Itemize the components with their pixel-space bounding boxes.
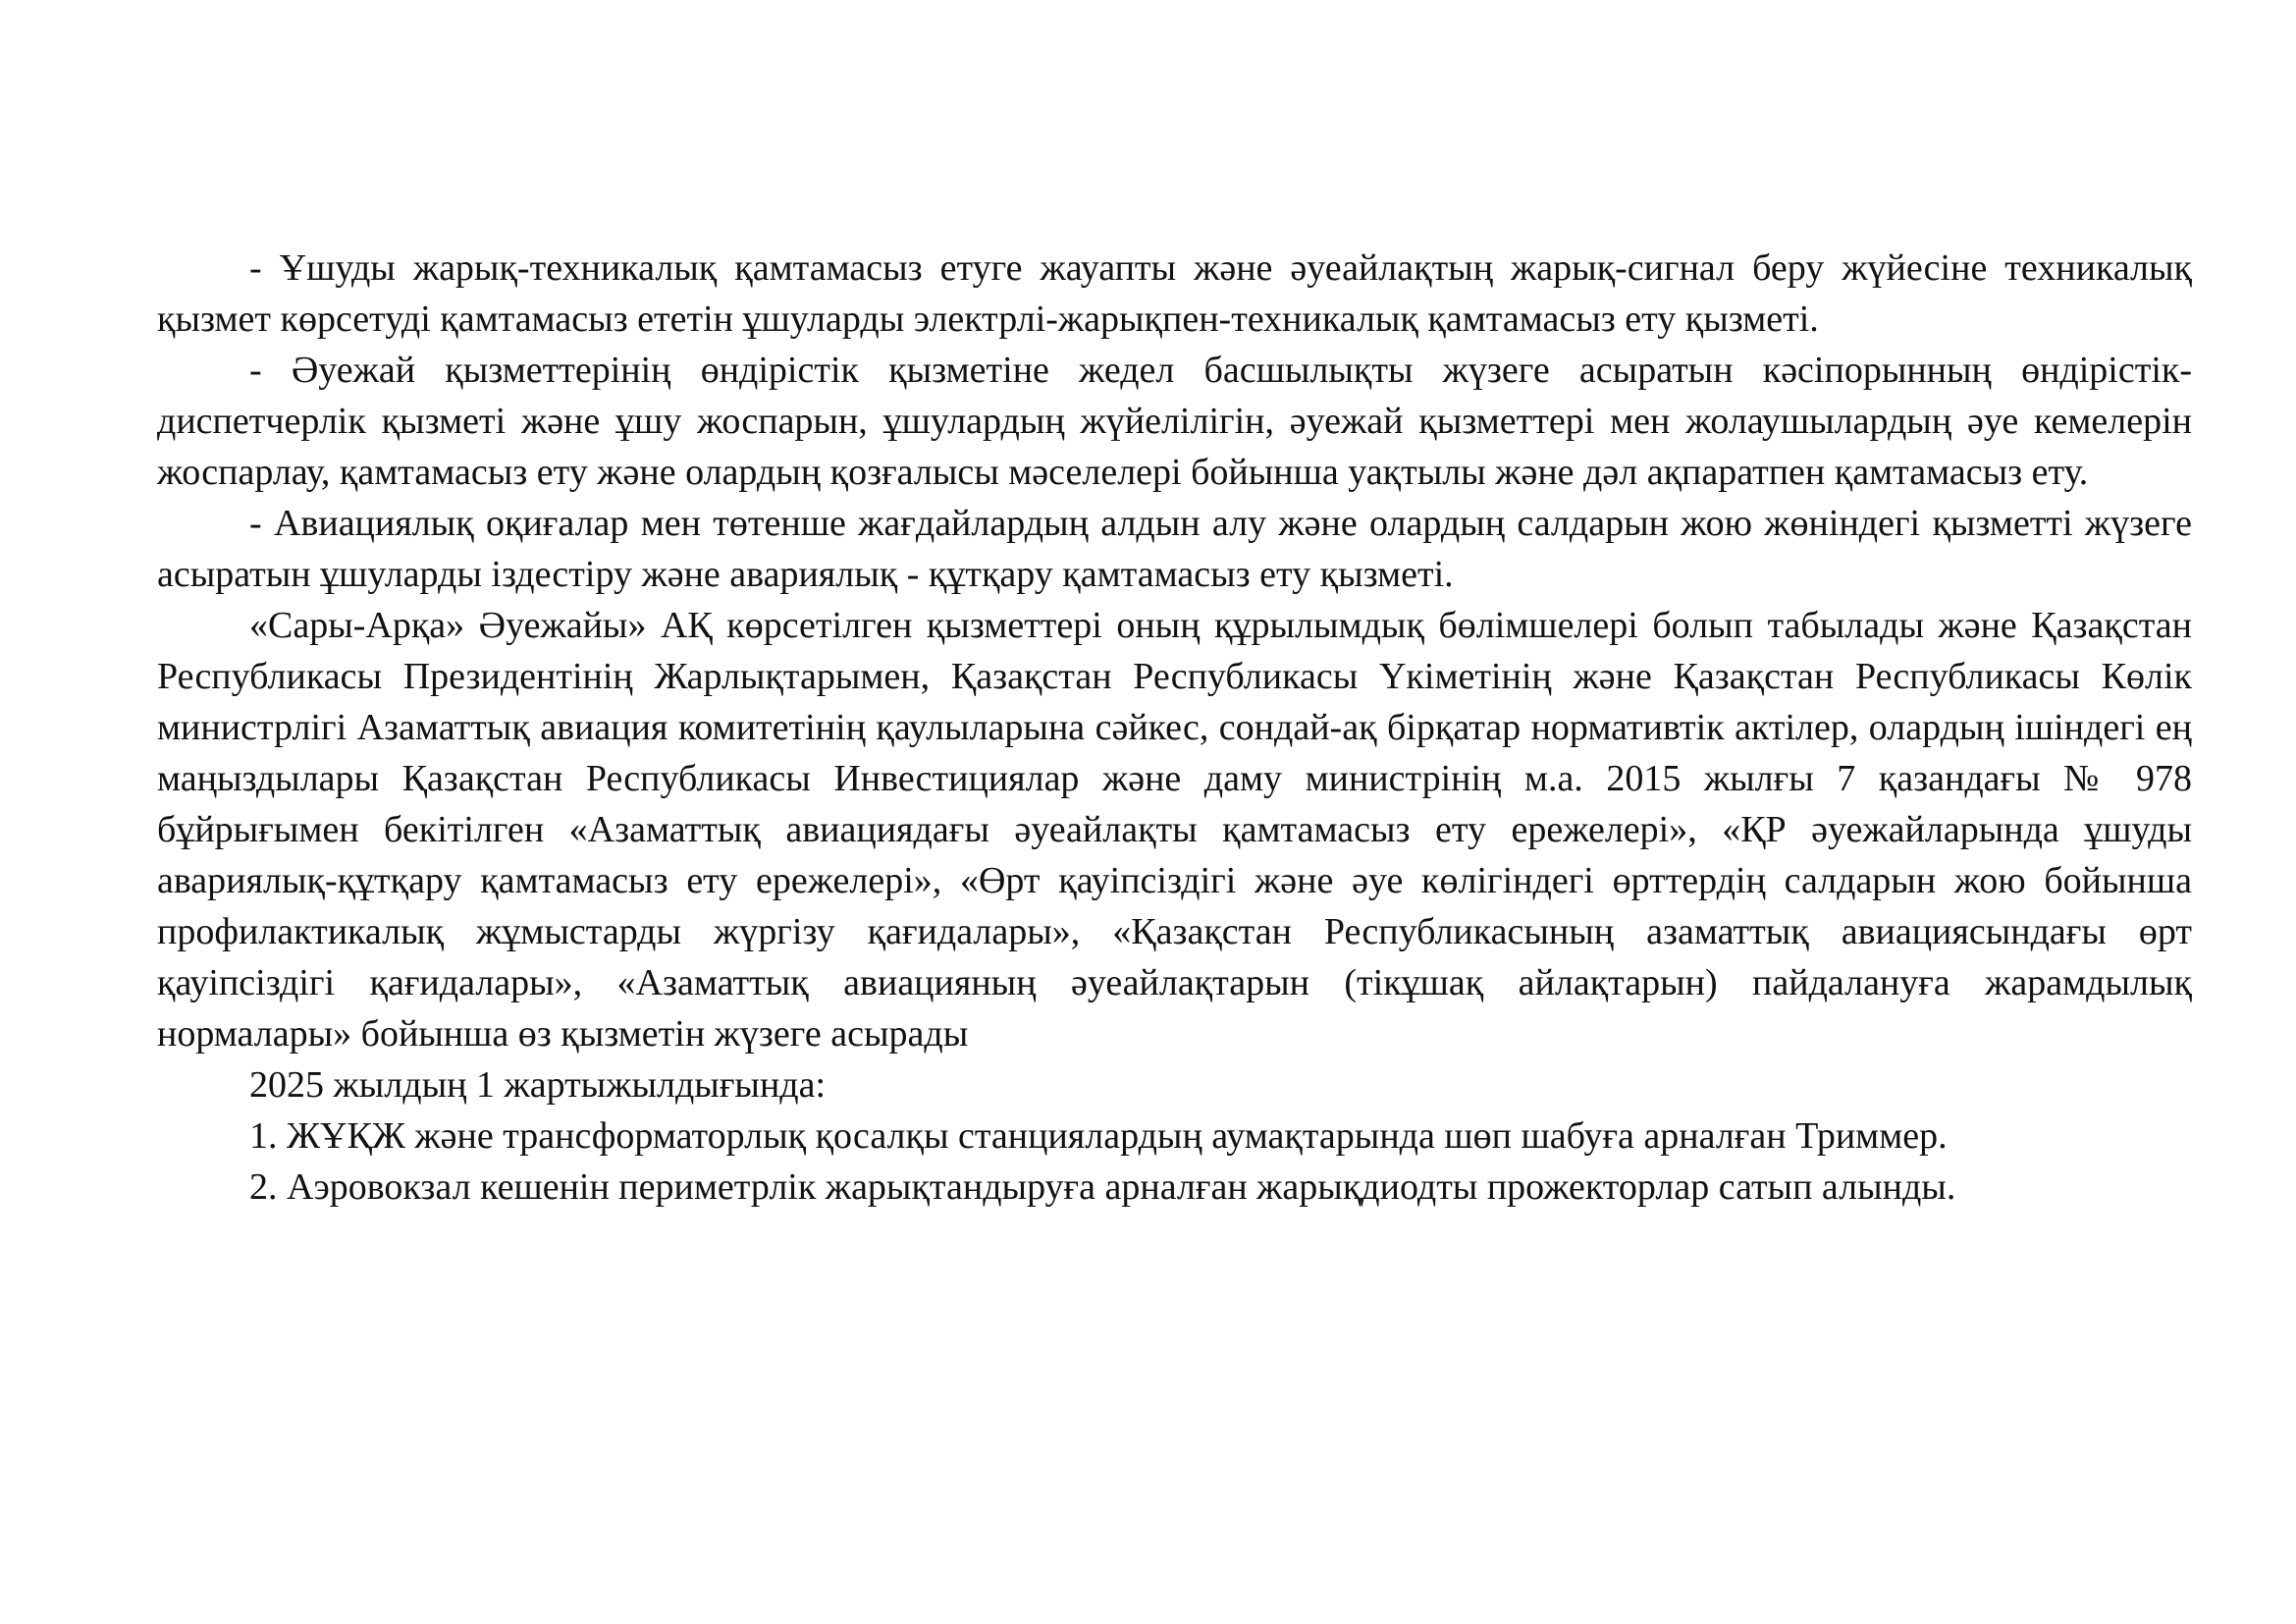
paragraph-rescue-service: - Авиациялық оқиғалар мен төтенше жағдайлардың алдын алу және олардың салдарын жою жөніндегі қызметті жүзеге асыратын ұшуларды іздестіру және авариялық - құтқару қамтамасыз ету қызметі. — [157, 503, 2192, 595]
list-item-projectors: 2. Аэровокзал кешенін периметрлік жарықтандыруға арналған жарықдиодты прожекторлар сатып алынды. — [249, 1166, 1956, 1208]
paragraph-dispatch-service: - Әуежай қызметтерінің өндірістік қызметіне жедел басшылықты жүзеге асыратын кәсіпорынның өндірістік-диспетчерлік қызметі және ұшу жоспарын, ұшулардың жүйелілігін, әуежай қызметтері мен жолаушылардың әуе кемелерін жоспарлау, қамтамасыз ету және олардың қозғалысы мәселелері бойынша уақтылы және дәл ақпаратпен қамтамасыз ету. — [157, 350, 2192, 493]
list-item-trimmer: 1. ЖҰҚЖ және трансформаторлық қосалқы станциялардың аумақтарында шөп шабуға арналған Триммер. — [249, 1115, 1948, 1157]
paragraph-half-year-heading: 2025 жылдың 1 жартыжылдығында: — [249, 1064, 827, 1106]
document-page — [157, 243, 2192, 1213]
paragraph-regulations: «Сары-Арқа» Әуежайы» АҚ көрсетілген қызметтері оның құрылымдық бөлімшелері болып табылады және Қазақстан Республикасы Президентінің Жарлықтарымен, Қазақстан Республикасы Үкіметінің және Қазақстан Республикасы Көлік министрлігі Азаматтық авиация комитетінің қаулыларына сәйкес, сондай-ақ бірқатар нормативтік актілер, олардың ішіндегі ең маңыздылары Қазақстан Республикасы Инвестициялар және даму министрінің м.а. 2015 жылғы 7 қазандағы № 978 бұйрығымен бекітілген «Азаматтық авиациядағы әуеайлақты қамтамасыз ету ережелері», «ҚР әуежайларында ұшуды авариялық-құтқару қамтамасыз ету ережелері», «Өрт қауіпсіздігі және әуе көлігіндегі өрттердің салдарын жою бойынша профилактикалық жұмыстарды жүргізу қағидалары», «Қазақстан Республикасының азаматтық авиациясындағы өрт қауіпсіздігі қағидалары», «Азаматтық авиацияның әуеайлақтарын (тікұшақ айлақтарын) пайдалануға жарамдылық нормалары» бойынша өз қызметін жүзеге асырады — [157, 605, 2192, 1055]
paragraph-lighting-service: - Ұшуды жарық-техникалық қамтамасыз етуге жауапты және әуеайлақтың жарық-сигнал беру жүйесіне техникалық қызмет көрсетуді қамтамасыз ететін ұшуларды электрлі-жарықпен-техникалық қамтамасыз ету қызметі. — [157, 247, 2192, 340]
